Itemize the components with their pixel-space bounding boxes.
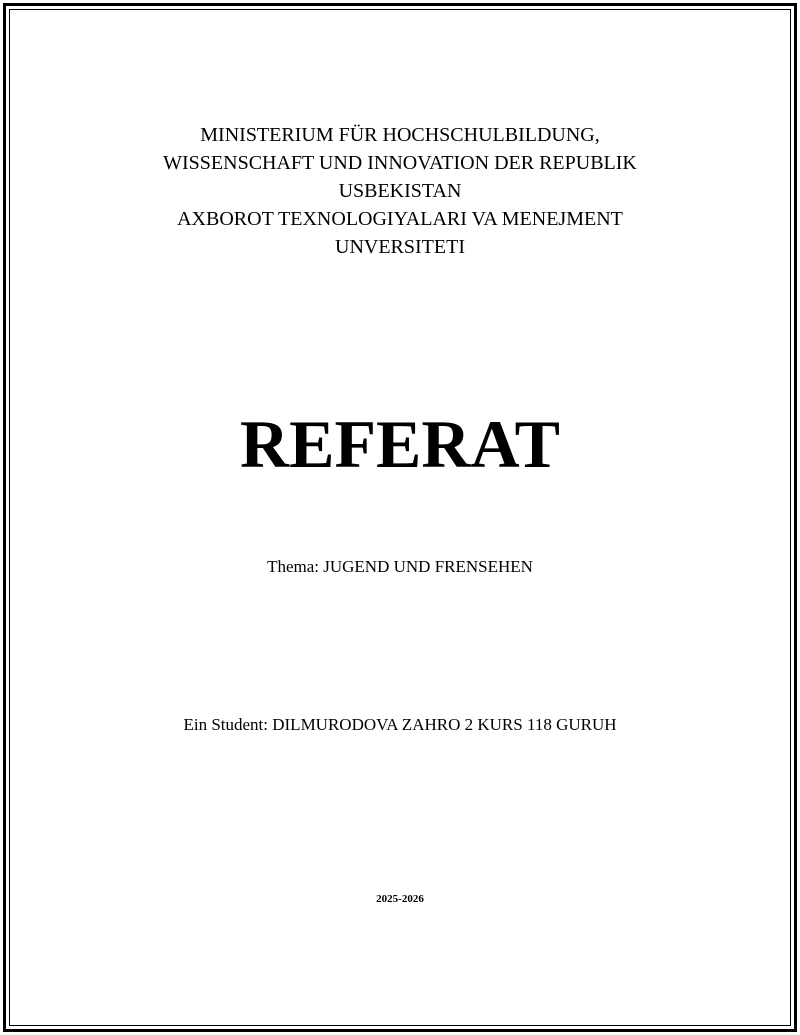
header-line: AXBOROT TEXNOLOGIYALARI VA MENEJMENT	[177, 208, 623, 230]
institution-header	[0, 121, 800, 261]
header-line: UNVERSITETI	[335, 236, 465, 258]
header-line: WISSENSCHAFT UND INNOVATION DER REPUBLIK	[163, 152, 637, 174]
document-title: REFERAT	[240, 406, 560, 482]
header-line: MINISTERIUM FÜR HOCHSCHULBILDUNG,	[200, 124, 600, 146]
student-line: Ein Student: DILMURODOVA ZAHRO 2 KURS 118 GURUH	[183, 715, 617, 734]
academic-year: 2025-2026	[376, 893, 424, 905]
theme-line: Thema: JUGEND UND FRENSEHEN	[267, 557, 533, 576]
header-line: USBEKISTAN	[338, 180, 462, 202]
